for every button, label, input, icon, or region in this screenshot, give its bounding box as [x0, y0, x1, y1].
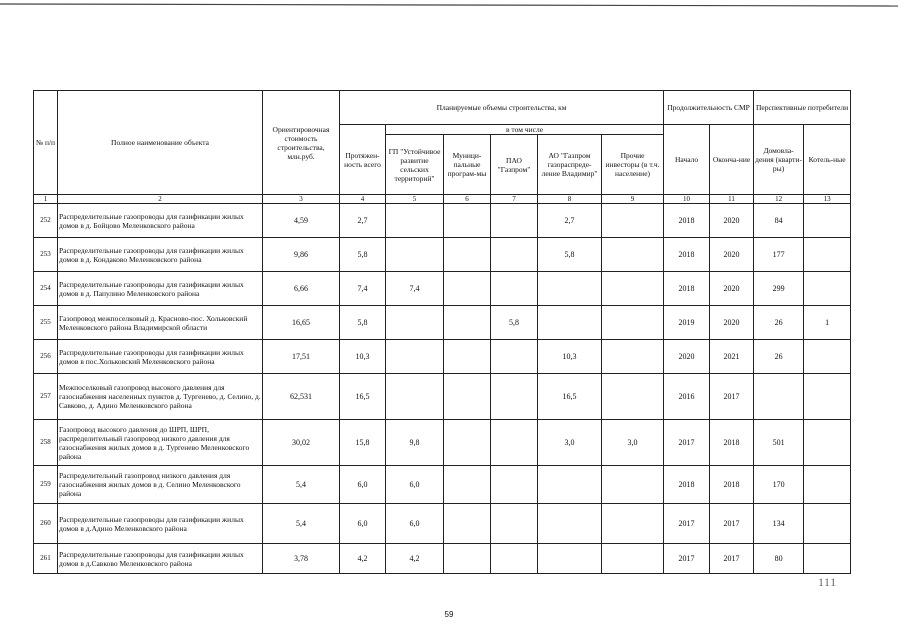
column-index: 9 [602, 195, 664, 204]
cell-houses: 134 [754, 504, 804, 544]
column-index: 5 [386, 195, 444, 204]
table-row [34, 238, 851, 272]
cell-pao [491, 420, 538, 466]
cell-pao [491, 466, 538, 504]
table-row [34, 466, 851, 504]
cell-pao [491, 544, 538, 574]
cell-ao: 5,8 [538, 238, 602, 272]
cell-end: 2020 [710, 272, 754, 306]
column-index: 1 [34, 195, 58, 204]
cell-other [602, 544, 664, 574]
cell-end: 2017 [710, 504, 754, 544]
header-num: № п/п [34, 91, 58, 195]
table-row [34, 420, 851, 466]
column-index: 12 [754, 195, 804, 204]
cell-length: 10,3 [340, 340, 386, 374]
page-stamp: 111 [818, 575, 837, 589]
header-other: Прочие инвесторы (в т.ч. население) [602, 135, 664, 195]
cell-ao [538, 272, 602, 306]
cell-name: Распределительные газопроводы для газификации жилых домов в д. Кондаково Меленковского района [58, 238, 263, 272]
column-index: 10 [664, 195, 710, 204]
cell-num: 258 [34, 420, 58, 466]
cell-ao [538, 306, 602, 340]
cell-name: Газопровод межпоселковый д. Красново-пос. Хольковский Меленковского района Владимирской области [58, 306, 263, 340]
cell-num: 256 [34, 340, 58, 374]
header-boilers: Котель-ные [804, 125, 851, 195]
cell-other [602, 340, 664, 374]
cell-num: 252 [34, 204, 58, 238]
page-number: 59 [444, 610, 454, 619]
cell-cost: 3,78 [263, 544, 340, 574]
cell-gp: 9,8 [386, 420, 444, 466]
cell-houses: 26 [754, 340, 804, 374]
cell-houses: 26 [754, 306, 804, 340]
cell-name: Распределительные газопроводы для газификации жилых домов в д. Папулино Меленковского района [58, 272, 263, 306]
cell-houses: 84 [754, 204, 804, 238]
column-index: 4 [340, 195, 386, 204]
header-gp: ГП "Устойчивое развитие сельских территорий" [386, 135, 444, 195]
header-munic: Муници-пальные програм-мы [444, 135, 491, 195]
top-rule-line [0, 0, 898, 8]
column-index: 11 [710, 195, 754, 204]
cell-boilers [804, 238, 851, 272]
cell-munic [444, 544, 491, 574]
table-row [34, 504, 851, 544]
cell-cost: 9,86 [263, 238, 340, 272]
cell-end: 2020 [710, 306, 754, 340]
cell-other [602, 374, 664, 420]
cell-name: Распределительные газопроводы для газификации жилых домов в д.Савково Меленковского района [58, 544, 263, 574]
header-pao: ПАО "Газпром" [491, 135, 538, 195]
cell-end: 2020 [710, 204, 754, 238]
cell-ao [538, 504, 602, 544]
cell-munic [444, 420, 491, 466]
cell-start: 2019 [664, 306, 710, 340]
cell-ao: 16,5 [538, 374, 602, 420]
cell-pao [491, 272, 538, 306]
cell-start: 2017 [664, 544, 710, 574]
cell-length: 4,2 [340, 544, 386, 574]
cell-houses: 501 [754, 420, 804, 466]
cell-gp: 6,0 [386, 466, 444, 504]
cell-ao: 2,7 [538, 204, 602, 238]
cell-name: Распределительные газопроводы для газификации жилых домов в д. Бойцово Меленковского района [58, 204, 263, 238]
cell-end: 2018 [710, 420, 754, 466]
cell-start: 2020 [664, 340, 710, 374]
cell-cost: 4,59 [263, 204, 340, 238]
table-row [34, 272, 851, 306]
column-index: 6 [444, 195, 491, 204]
cell-start: 2018 [664, 204, 710, 238]
cell-name: Распределительные газопроводы для газификации жилых домов в д.Адино Меленковского района [58, 504, 263, 544]
cell-start: 2016 [664, 374, 710, 420]
cell-end: 2021 [710, 340, 754, 374]
cell-other [602, 238, 664, 272]
cell-gp: 7,4 [386, 272, 444, 306]
cell-gp [386, 238, 444, 272]
cell-num: 259 [34, 466, 58, 504]
header-consumers: Перспективные потребители [754, 91, 851, 125]
cell-gp [386, 340, 444, 374]
cell-other [602, 504, 664, 544]
header-start: Начало [664, 125, 710, 195]
cell-munic [444, 504, 491, 544]
cell-munic [444, 340, 491, 374]
cell-other [602, 306, 664, 340]
header-duration: Продолжительность СМР [664, 91, 754, 125]
cell-boilers [804, 504, 851, 544]
cell-length: 7,4 [340, 272, 386, 306]
header-end: Оконча-ние [710, 125, 754, 195]
cell-houses: 177 [754, 238, 804, 272]
cell-end: 2017 [710, 544, 754, 574]
cell-munic [444, 306, 491, 340]
cell-length: 6,0 [340, 466, 386, 504]
cell-houses: 80 [754, 544, 804, 574]
cell-num: 254 [34, 272, 58, 306]
cell-other [602, 272, 664, 306]
cell-start: 2017 [664, 504, 710, 544]
cell-length: 5,8 [340, 238, 386, 272]
cell-name: Газопровод высокого давления до ШРП, ШРП, распределительный газопровод низкого давления для газоснабжения жилых домов в д. Тургенево Меленковского района [58, 420, 263, 466]
cell-end: 2020 [710, 238, 754, 272]
cell-other: 3,0 [602, 420, 664, 466]
cell-length: 16,5 [340, 374, 386, 420]
column-index: 13 [804, 195, 851, 204]
cell-length: 6,0 [340, 504, 386, 544]
cell-name: Межпоселковый газопровод высокого давления для газоснабжения населенных пунктов д. Тургенево, д. Селино, д. Савково, д. Адино Меленковского района [58, 374, 263, 420]
header-length: Протяжен-ность всего [340, 125, 386, 195]
cell-boilers [804, 374, 851, 420]
table-row [34, 544, 851, 574]
cell-pao [491, 374, 538, 420]
cell-ao: 3,0 [538, 420, 602, 466]
cell-cost: 5,4 [263, 466, 340, 504]
header-incl: в том числе [386, 125, 664, 135]
cell-num: 255 [34, 306, 58, 340]
cell-munic [444, 204, 491, 238]
header-name: Полное наименование объекта [58, 91, 263, 195]
cell-start: 2018 [664, 238, 710, 272]
cell-num: 260 [34, 504, 58, 544]
cell-name: Распределительный газопровод низкого давления для газоснабжения жилых домов в д. Селино Меленковского района [58, 466, 263, 504]
cell-ao [538, 466, 602, 504]
cell-gp [386, 374, 444, 420]
cell-boilers [804, 466, 851, 504]
column-index: 3 [263, 195, 340, 204]
cell-boilers [804, 340, 851, 374]
cell-cost: 17,51 [263, 340, 340, 374]
cell-length: 15,8 [340, 420, 386, 466]
cell-boilers [804, 544, 851, 574]
cell-houses [754, 374, 804, 420]
cell-pao [491, 238, 538, 272]
cell-gp [386, 204, 444, 238]
cell-length: 2,7 [340, 204, 386, 238]
construction-table [33, 90, 851, 574]
column-index: 2 [58, 195, 263, 204]
cell-munic [444, 272, 491, 306]
cell-num: 257 [34, 374, 58, 420]
cell-munic [444, 466, 491, 504]
cell-cost: 16,65 [263, 306, 340, 340]
cell-pao: 5,8 [491, 306, 538, 340]
cell-start: 2017 [664, 420, 710, 466]
cell-houses: 170 [754, 466, 804, 504]
cell-munic [444, 374, 491, 420]
cell-boilers [804, 204, 851, 238]
header-ao: АО "Газпром газораспреде-ление Владимир" [538, 135, 602, 195]
cell-boilers [804, 420, 851, 466]
cell-cost: 5,4 [263, 504, 340, 544]
cell-start: 2018 [664, 272, 710, 306]
cell-pao [491, 204, 538, 238]
column-index: 7 [491, 195, 538, 204]
cell-length: 5,8 [340, 306, 386, 340]
table-row [34, 340, 851, 374]
cell-gp: 6,0 [386, 504, 444, 544]
cell-gp [386, 306, 444, 340]
cell-ao: 10,3 [538, 340, 602, 374]
cell-houses: 299 [754, 272, 804, 306]
cell-ao [538, 544, 602, 574]
cell-num: 253 [34, 238, 58, 272]
cell-pao [491, 504, 538, 544]
cell-pao [491, 340, 538, 374]
column-index: 8 [538, 195, 602, 204]
cell-boilers: 1 [804, 306, 851, 340]
table-row [34, 204, 851, 238]
cell-gp: 4,2 [386, 544, 444, 574]
column-index-row [34, 195, 851, 204]
cell-num: 261 [34, 544, 58, 574]
cell-end: 2018 [710, 466, 754, 504]
header-houses: Домовла-дения (кварти-ры) [754, 125, 804, 195]
cell-start: 2018 [664, 466, 710, 504]
cell-boilers [804, 272, 851, 306]
cell-name: Распределительные газопроводы для газификации жилых домов в пос.Хольковский Меленковского района [58, 340, 263, 374]
header-volumes: Планируемые объемы строительства, км [340, 91, 664, 125]
cell-cost: 30,02 [263, 420, 340, 466]
cell-cost: 6,66 [263, 272, 340, 306]
cell-other [602, 466, 664, 504]
table-row [34, 306, 851, 340]
table-row [34, 374, 851, 420]
cell-other [602, 204, 664, 238]
cell-munic [444, 238, 491, 272]
header-cost: Ориентировочная стоимость строительства, млн.руб. [263, 91, 340, 195]
cell-cost: 62,531 [263, 374, 340, 420]
cell-end: 2017 [710, 374, 754, 420]
